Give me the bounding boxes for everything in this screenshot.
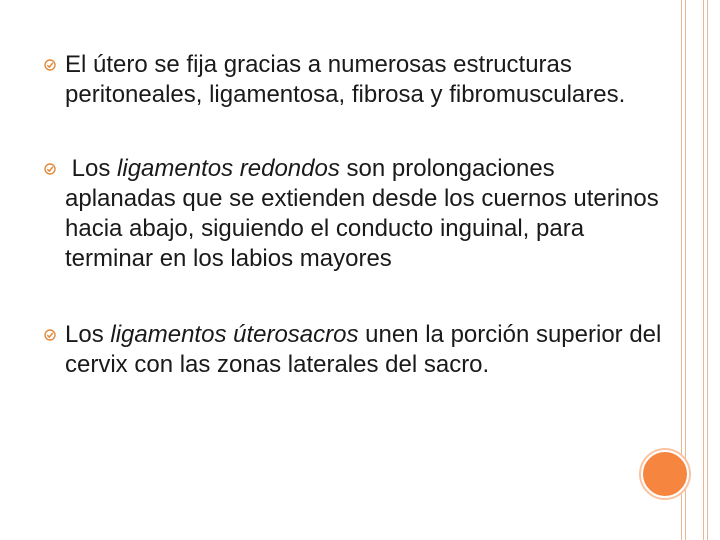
circle-check-bullet-icon <box>44 329 56 341</box>
frame-line <box>703 0 704 540</box>
bullet-list <box>40 50 665 380</box>
bullet-text: Los <box>65 321 111 348</box>
bullet-text: El útero se fija gracias a numerosas estructuras peritoneales, ligamentosa, fibrosa y fibromusculares. <box>65 51 626 108</box>
decorative-orange-circle <box>641 450 689 498</box>
bullet-text: unen la porción superior del cervix con las zonas laterales del sacro. <box>65 321 662 378</box>
bullet-item <box>40 320 665 380</box>
bullet-text: Los <box>65 155 118 182</box>
bullet-text: son prolongaciones aplanadas que se extienden desde los cuernos uterinos hacia abajo, siguiendo el conducto inguinal, para terminar en los labios mayores <box>65 155 659 272</box>
bullet-item <box>40 154 665 274</box>
bullet-item <box>40 50 665 110</box>
frame-line <box>707 0 708 540</box>
term-ligamentos-uterosacros: ligamentos úterosacros <box>110 321 359 348</box>
frame-line <box>685 0 686 540</box>
circle-check-bullet-icon <box>44 59 56 71</box>
term-ligamentos-redondos: ligamentos redondos <box>117 155 340 182</box>
circle-check-bullet-icon <box>44 163 56 175</box>
